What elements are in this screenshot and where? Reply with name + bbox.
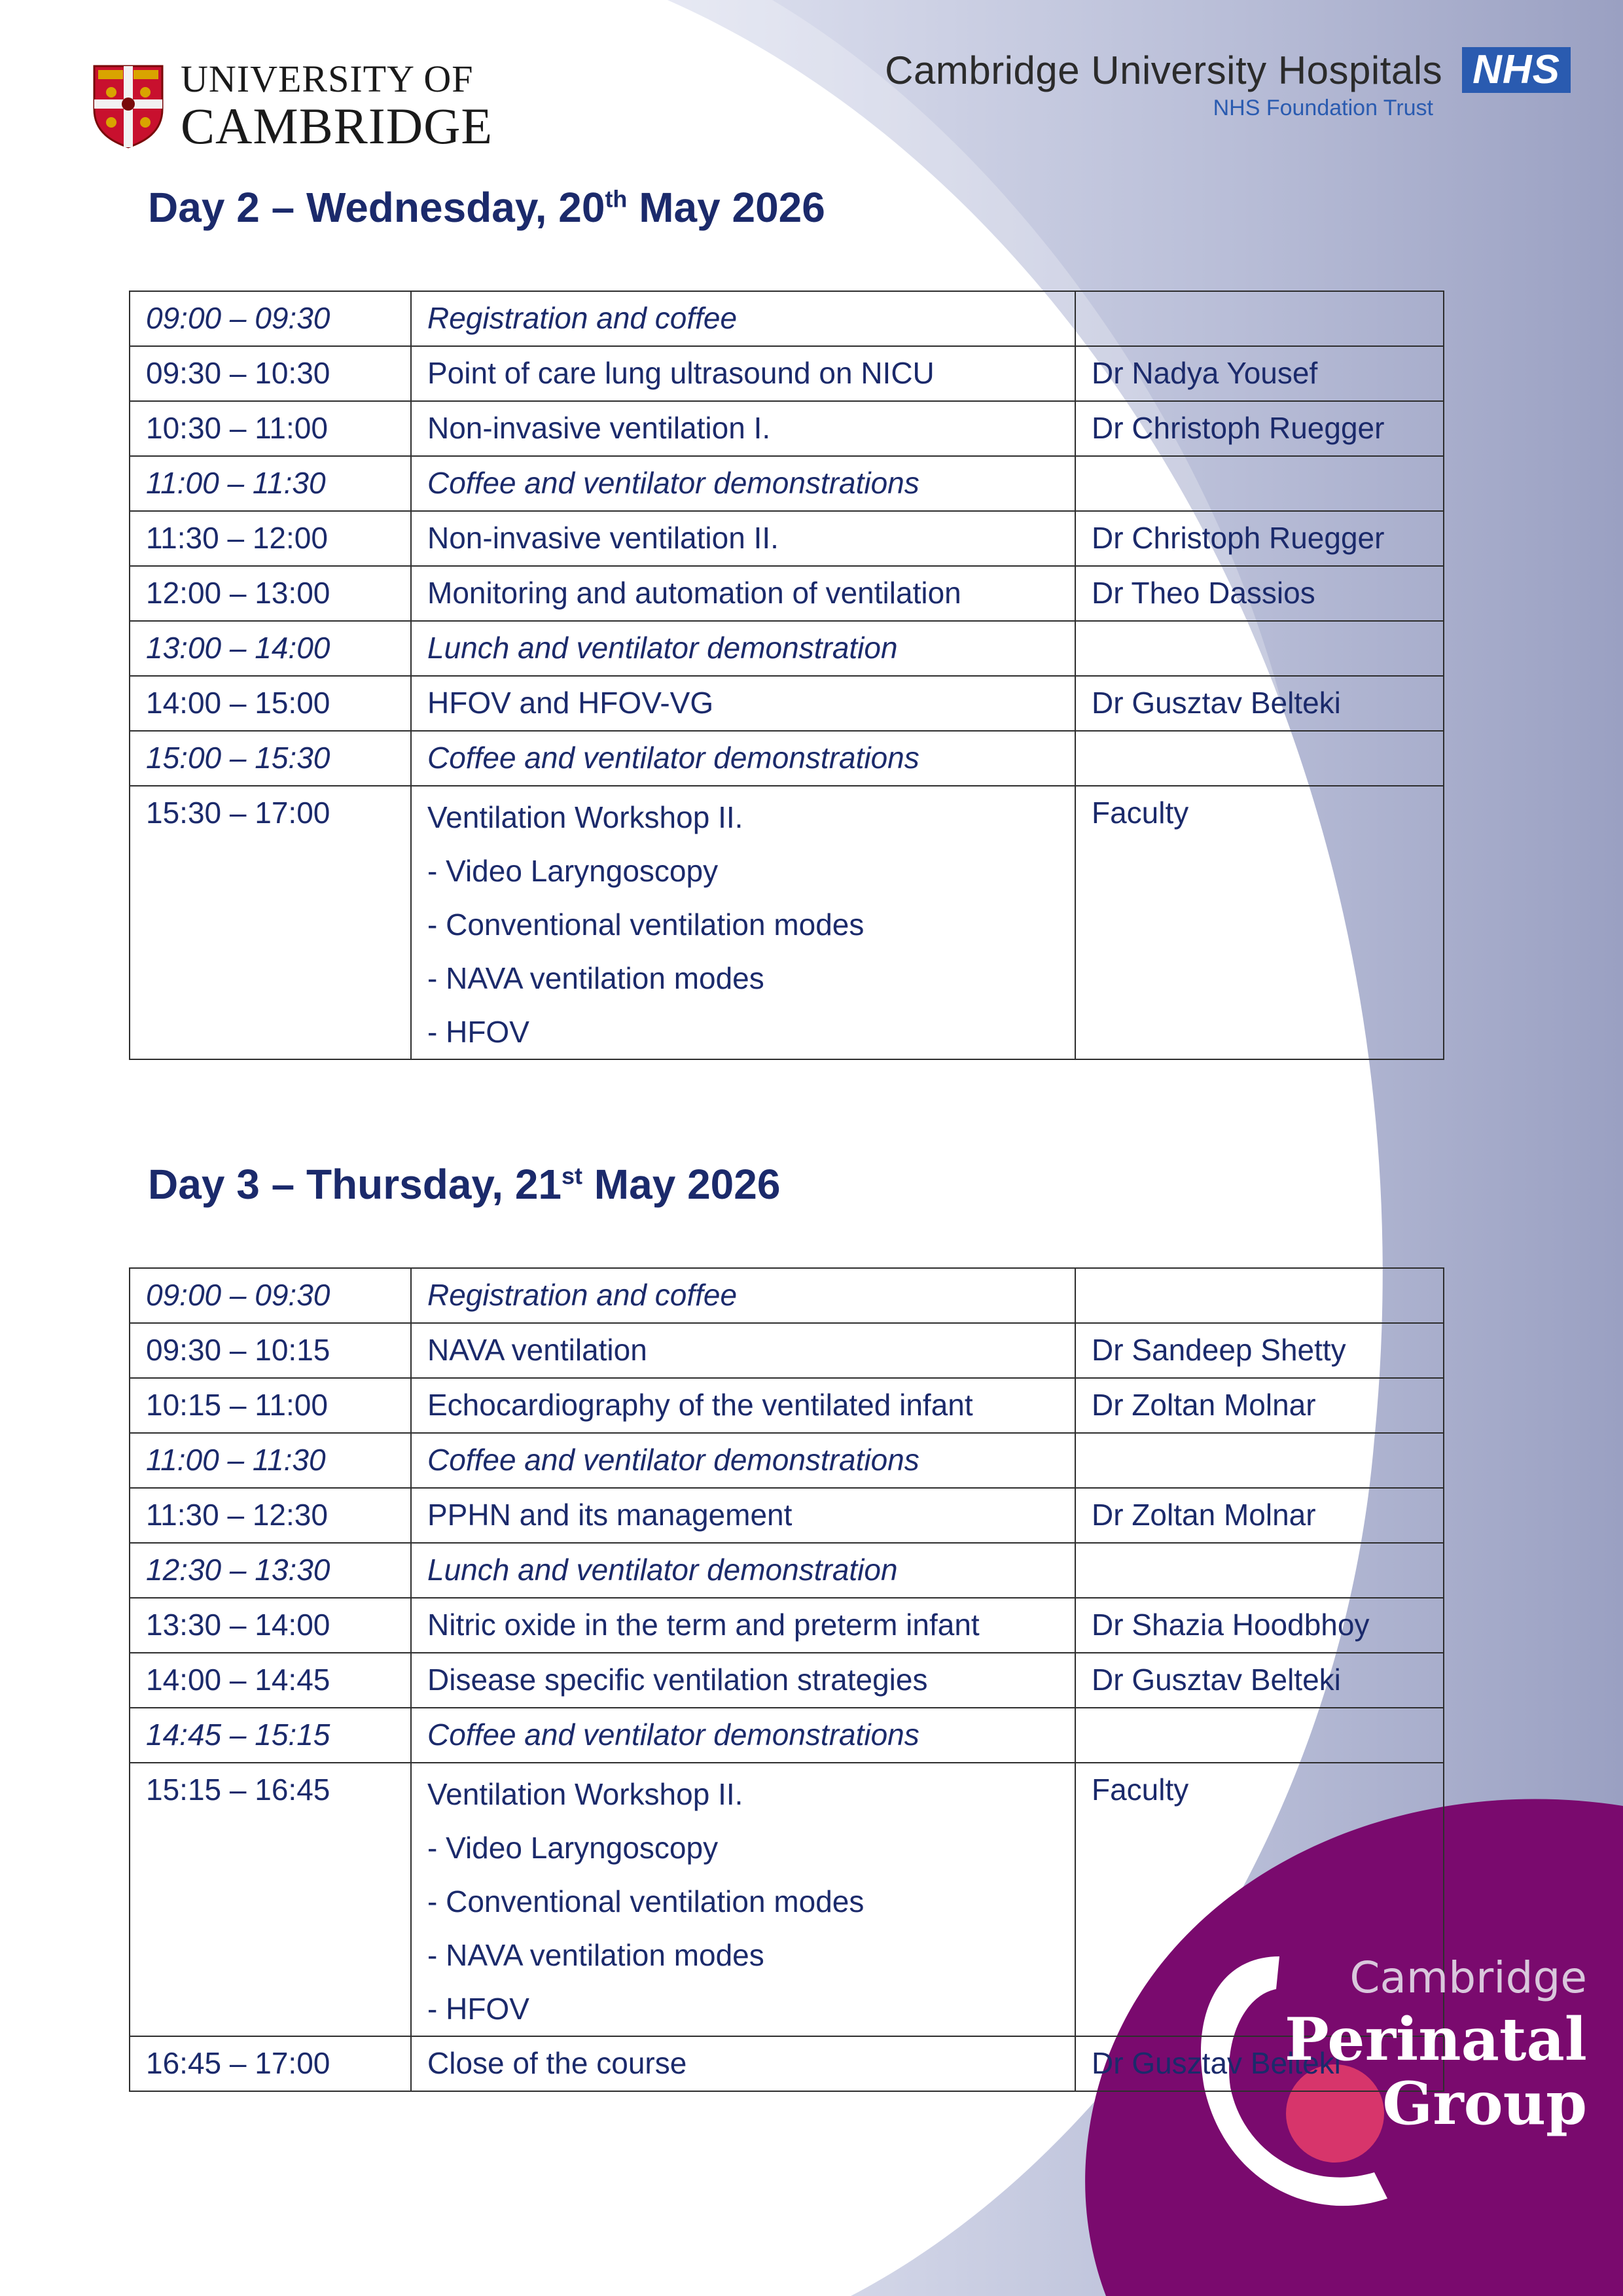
cambridge-perinatal-group-logo	[1285, 1952, 1587, 2138]
time-cell: 11:30 – 12:00	[130, 511, 411, 566]
nhs-badge: NHS	[1462, 47, 1571, 93]
time-cell: 16:45 – 17:00	[130, 2036, 411, 2091]
time-cell: 10:15 – 11:00	[130, 1378, 411, 1433]
workshop-title: Ventilation Workshop II.	[427, 800, 743, 834]
session-cell: Lunch and ventilator demonstration	[411, 1543, 1075, 1598]
time-cell: 14:45 – 15:15	[130, 1708, 411, 1763]
workshop-item: - HFOV	[427, 1015, 529, 1049]
table-row	[130, 731, 1444, 786]
workshop-item: - Video Laryngoscopy	[427, 854, 719, 888]
table-row	[130, 1378, 1444, 1433]
time-cell: 09:30 – 10:30	[130, 346, 411, 401]
session-cell: Coffee and ventilator demonstrations	[411, 1433, 1075, 1488]
time-cell: 12:00 – 13:00	[130, 566, 411, 621]
table-row	[130, 346, 1444, 401]
workshop-item: - Conventional ventilation modes	[427, 1884, 865, 1918]
day2-heading: Day 2 – Wednesday, 20th May 2026	[148, 184, 825, 231]
speaker-cell: Dr Shazia Hoodbhoy	[1075, 1598, 1444, 1653]
session-cell: HFOV and HFOV-VG	[411, 676, 1075, 731]
speaker-cell	[1075, 1543, 1444, 1598]
time-cell: 15:15 – 16:45	[130, 1763, 411, 2036]
table-row	[130, 1323, 1444, 1378]
table-row	[130, 401, 1444, 456]
session-cell: Coffee and ventilator demonstrations	[411, 1708, 1075, 1763]
session-cell: Echocardiography of the ventilated infant	[411, 1378, 1075, 1433]
session-cell: Nitric oxide in the term and preterm infant	[411, 1598, 1075, 1653]
trust-name: NHS Foundation Trust	[1213, 96, 1433, 120]
table-row	[130, 456, 1444, 511]
speaker-cell	[1075, 456, 1444, 511]
workshop-row	[130, 1763, 1444, 2036]
time-cell: 09:00 – 09:30	[130, 291, 411, 346]
speaker-cell: Dr Gusztav Belteki	[1075, 676, 1444, 731]
speaker-cell: Dr Sandeep Shetty	[1075, 1323, 1444, 1378]
day3-schedule-table	[129, 1267, 1444, 2092]
speaker-cell: Dr Nadya Yousef	[1075, 346, 1444, 401]
perinatal-line2: Perinatal	[1285, 2005, 1587, 2074]
session-cell: Monitoring and automation of ventilation	[411, 566, 1075, 621]
table-row	[130, 566, 1444, 621]
table-row	[130, 1488, 1444, 1543]
session-cell: Non-invasive ventilation II.	[411, 511, 1075, 566]
table-row	[130, 676, 1444, 731]
session-cell: Registration and coffee	[411, 1268, 1075, 1323]
table-row	[130, 1433, 1444, 1488]
session-cell: Disease specific ventilation strategies	[411, 1653, 1075, 1708]
time-cell: 09:30 – 10:15	[130, 1323, 411, 1378]
workshop-session-cell	[411, 1763, 1075, 2036]
university-of-cambridge-logo	[92, 60, 493, 152]
perinatal-line3: Group	[1382, 2069, 1587, 2138]
session-cell: Point of care lung ultrasound on NICU	[411, 346, 1075, 401]
session-cell: NAVA ventilation	[411, 1323, 1075, 1378]
time-cell: 13:30 – 14:00	[130, 1598, 411, 1653]
workshop-item: - HFOV	[427, 1992, 529, 2026]
table-row	[130, 1543, 1444, 1598]
workshop-session-cell	[411, 786, 1075, 1059]
time-cell: 14:00 – 14:45	[130, 1653, 411, 1708]
workshop-row	[130, 786, 1444, 1059]
speaker-cell: Faculty	[1075, 1763, 1444, 2036]
time-cell: 13:00 – 14:00	[130, 621, 411, 676]
cambridge-shield-icon	[92, 63, 165, 149]
speaker-cell: Dr Theo Dassios	[1075, 566, 1444, 621]
workshop-title: Ventilation Workshop II.	[427, 1777, 743, 1811]
time-cell: 11:00 – 11:30	[130, 456, 411, 511]
session-cell: Non-invasive ventilation I.	[411, 401, 1075, 456]
speaker-cell	[1075, 621, 1444, 676]
speaker-cell	[1075, 1433, 1444, 1488]
table-row	[130, 511, 1444, 566]
speaker-cell: Dr Zoltan Molnar	[1075, 1378, 1444, 1433]
table-row	[130, 1653, 1444, 1708]
cambridge-university-hospitals-logo	[885, 47, 1571, 121]
table-row	[130, 621, 1444, 676]
speaker-cell	[1075, 731, 1444, 786]
time-cell: 15:00 – 15:30	[130, 731, 411, 786]
session-cell: Close of the course	[411, 2036, 1075, 2091]
table-row	[130, 1708, 1444, 1763]
time-cell: 10:30 – 11:00	[130, 401, 411, 456]
perinatal-line1: Cambridge	[1349, 1952, 1587, 2003]
workshop-item: - NAVA ventilation modes	[427, 961, 764, 995]
speaker-cell	[1075, 291, 1444, 346]
speaker-cell	[1075, 1268, 1444, 1323]
time-cell: 14:00 – 15:00	[130, 676, 411, 731]
university-name-line1: UNIVERSITY OF	[181, 58, 474, 100]
workshop-item: - Conventional ventilation modes	[427, 908, 865, 942]
table-row	[130, 1268, 1444, 1323]
time-cell: 11:30 – 12:30	[130, 1488, 411, 1543]
speaker-cell: Dr Gusztav Belteki	[1075, 1653, 1444, 1708]
session-cell: Coffee and ventilator demonstrations	[411, 731, 1075, 786]
speaker-cell: Dr Christoph Ruegger	[1075, 401, 1444, 456]
table-row	[130, 1598, 1444, 1653]
session-cell: PPHN and its management	[411, 1488, 1075, 1543]
time-cell: 15:30 – 17:00	[130, 786, 411, 1059]
hospital-name: Cambridge University Hospitals	[885, 48, 1443, 92]
day3-heading: Day 3 – Thursday, 21st May 2026	[148, 1161, 781, 1208]
session-cell: Registration and coffee	[411, 291, 1075, 346]
session-cell: Coffee and ventilator demonstrations	[411, 456, 1075, 511]
session-cell: Lunch and ventilator demonstration	[411, 621, 1075, 676]
workshop-item: - Video Laryngoscopy	[427, 1831, 719, 1865]
time-cell: 09:00 – 09:30	[130, 1268, 411, 1323]
speaker-cell	[1075, 1708, 1444, 1763]
day2-schedule-table	[129, 291, 1444, 1060]
speaker-cell: Dr Zoltan Molnar	[1075, 1488, 1444, 1543]
table-row	[130, 291, 1444, 346]
time-cell: 12:30 – 13:30	[130, 1543, 411, 1598]
speaker-cell: Dr Christoph Ruegger	[1075, 511, 1444, 566]
time-cell: 11:00 – 11:30	[130, 1433, 411, 1488]
speaker-cell: Dr Gusztav Belteki	[1075, 2036, 1444, 2091]
closing-row	[130, 2036, 1444, 2091]
workshop-item: - NAVA ventilation modes	[427, 1938, 764, 1972]
university-name-line2: CAMBRIDGE	[181, 97, 493, 154]
speaker-cell: Faculty	[1075, 786, 1444, 1059]
